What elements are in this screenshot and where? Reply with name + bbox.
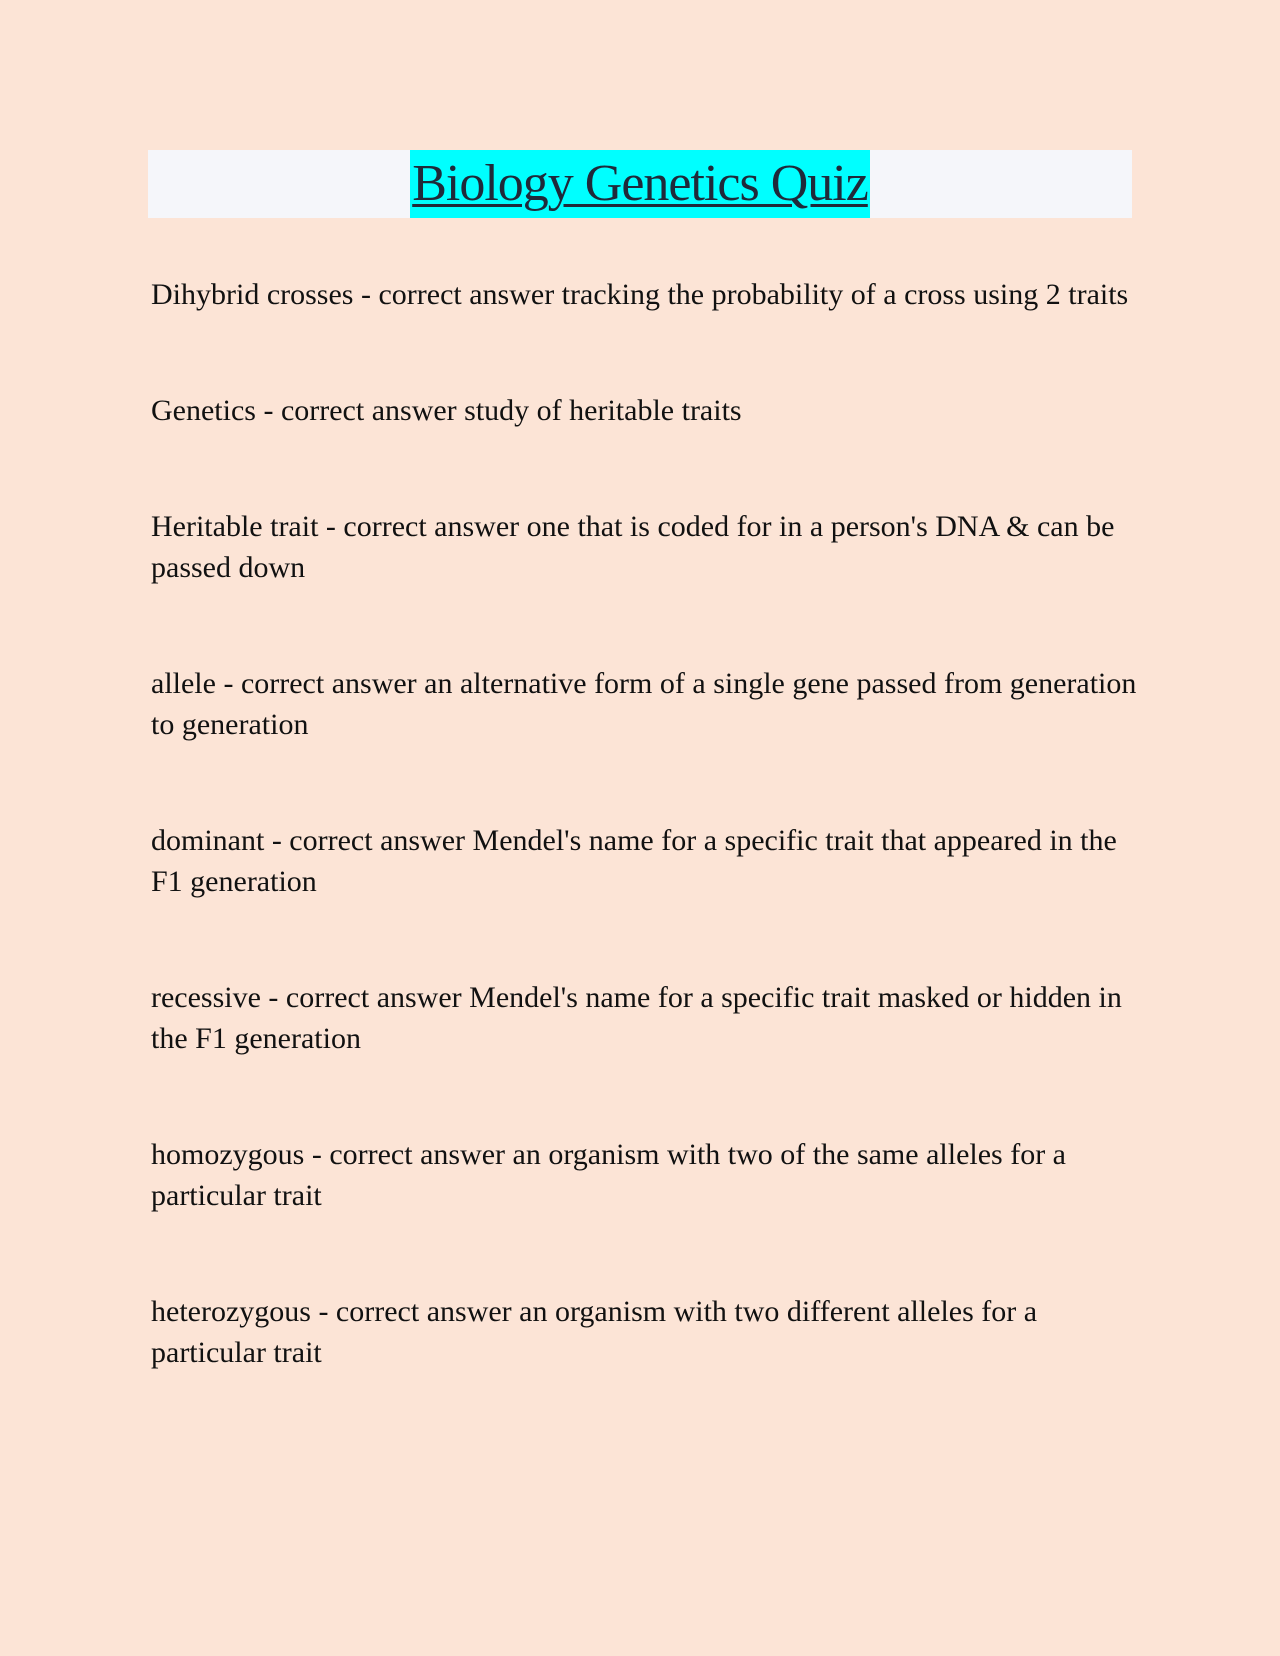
page-title: Biology Genetics Quiz [410,150,870,218]
quiz-entry-dihybrid-crosses: Dihybrid crosses - correct answer tracking the probability of a cross using 2 traits [151,278,1129,311]
quiz-entry-heterozygous: heterozygous - correct answer an organism with two different alleles for a particular trait [151,1295,1038,1369]
quiz-entry-homozygous: homozygous - correct answer an organism with two of the same alleles for a particular trait [151,1138,1066,1212]
quiz-entry-genetics: Genetics - correct answer study of heritable traits [151,394,742,427]
quiz-entries [148,274,1137,1373]
quiz-entry-allele: allele - correct answer an alternative form of a single gene passed from generation to generation [151,667,1137,741]
quiz-entry-recessive: recessive - correct answer Mendel's name for a specific trait masked or hidden in the F1 generation [151,981,1122,1055]
quiz-entry-heritable-trait: Heritable trait - correct answer one that is coded for in a person's DNA & can be passed down [151,510,1115,584]
title-bar [148,150,1132,218]
document-page [148,150,1137,1448]
quiz-entry-dominant: dominant - correct answer Mendel's name for a specific trait that appeared in the F1 generation [151,824,1117,898]
